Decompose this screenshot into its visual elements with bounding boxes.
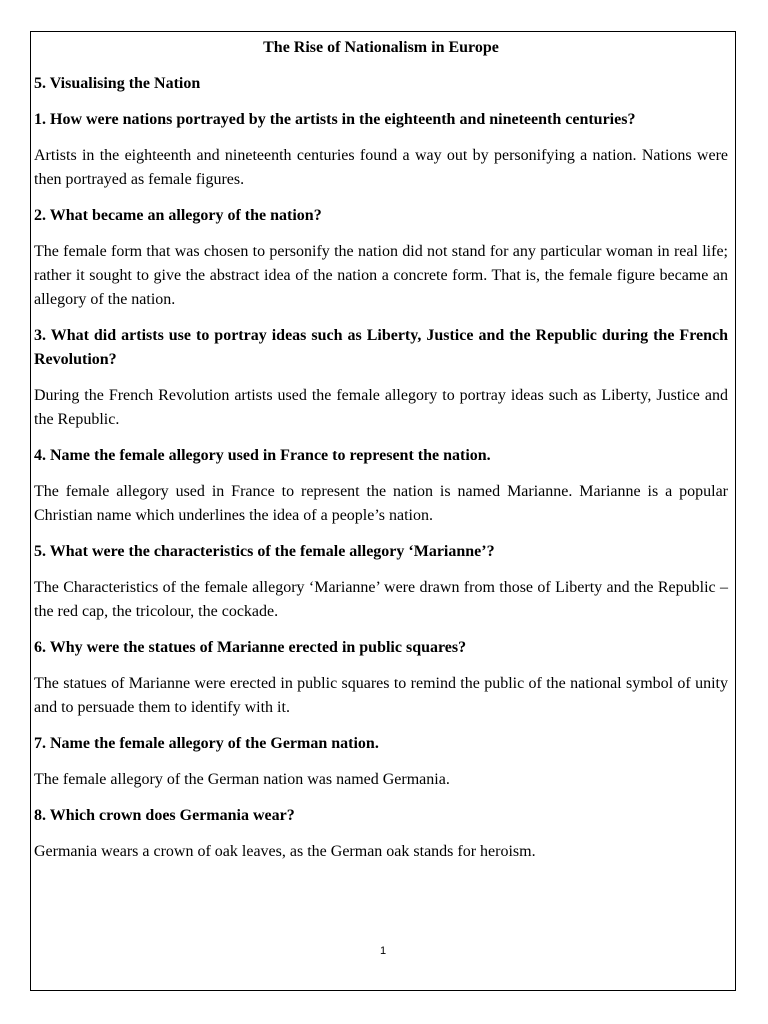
section-heading: 5. Visualising the Nation [34, 75, 201, 92]
document-title: The Rise of Nationalism in Europe [263, 39, 499, 56]
answer-8: Germania wears a crown of oak leaves, as the German oak stands for heroism. [34, 843, 536, 860]
question-6: 6. Why were the statues of Marianne erected in public squares? [34, 639, 467, 656]
question-4: 4. Name the female allegory used in France to represent the nation. [34, 447, 491, 464]
question-8: 8. Which crown does Germania wear? [34, 807, 295, 824]
answer-3: During the French Revolution artists used the female allegory to portray ideas such as Liberty, Justice and the Republic. [34, 387, 728, 428]
page-number: 1 [379, 945, 387, 957]
answer-4: The female allegory used in France to represent the nation is named Marianne. Marianne is a popular Christian name which underlines the idea of a people’s nation. [34, 483, 728, 524]
answer-7: The female allegory of the German nation was named Germania. [34, 771, 450, 788]
answer-6: The statues of Marianne were erected in public squares to remind the public of the national symbol of unity and to persuade them to identify with it. [34, 675, 728, 716]
question-5: 5. What were the characteristics of the female allegory ‘Marianne’? [34, 543, 495, 560]
question-3: 3. What did artists use to portray ideas such as Liberty, Justice and the Republic during the French Revolution? [34, 327, 728, 368]
question-2: 2. What became an allegory of the nation? [34, 207, 322, 224]
page-frame [30, 31, 736, 991]
answer-2: The female form that was chosen to personify the nation did not stand for any particular woman in real life; rather it sought to give the abstract idea of the nation a concrete form. That is, the female figure became an allegory of the nation. [34, 243, 728, 308]
answer-5: The Characteristics of the female allegory ‘Marianne’ were drawn from those of Liberty and the Republic – the red cap, the tricolour, the cockade. [34, 579, 728, 620]
question-1: 1. How were nations portrayed by the artists in the eighteenth and nineteenth centuries? [34, 111, 636, 128]
answer-1: Artists in the eighteenth and nineteenth centuries found a way out by personifying a nation. Nations were then portrayed as female figures. [34, 147, 728, 188]
question-7: 7. Name the female allegory of the German nation. [34, 735, 379, 752]
document-body [34, 36, 728, 876]
